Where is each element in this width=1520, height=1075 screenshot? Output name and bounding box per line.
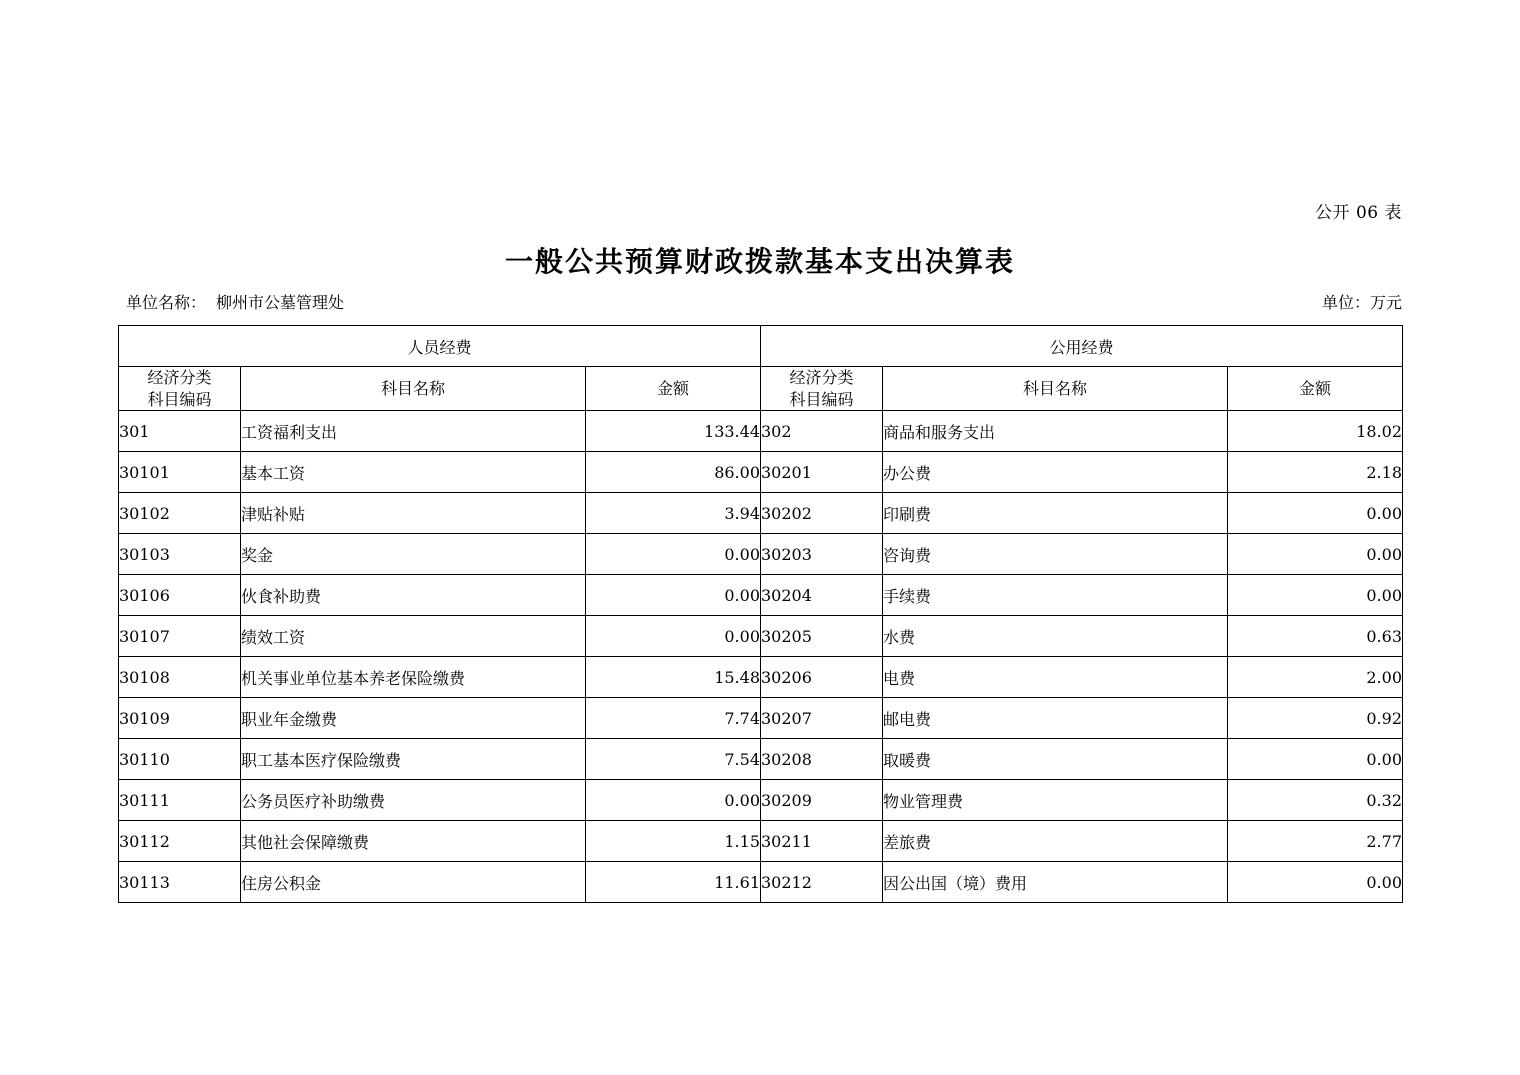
column-header-name-public: 科目名称 — [883, 367, 1228, 411]
table-row — [119, 698, 1403, 739]
cell-name-public: 办公费 — [883, 452, 1228, 493]
cell-amount-personnel: 133.44 — [586, 411, 761, 452]
cell-code-personnel: 30101 — [119, 452, 241, 493]
cell-code-public: 30211 — [761, 821, 883, 862]
cell-code-personnel: 301 — [119, 411, 241, 452]
table-row — [119, 862, 1403, 903]
cell-code-public: 30205 — [761, 616, 883, 657]
cell-amount-public: 0.63 — [1228, 616, 1403, 657]
cell-name-public: 商品和服务支出 — [883, 411, 1228, 452]
cell-code-personnel: 30108 — [119, 657, 241, 698]
cell-code-public: 30212 — [761, 862, 883, 903]
table-row — [119, 452, 1403, 493]
code-header-line1: 经济分类 — [147, 368, 212, 387]
cell-amount-personnel: 7.74 — [586, 698, 761, 739]
cell-code-personnel: 30102 — [119, 493, 241, 534]
cell-amount-public: 18.02 — [1228, 411, 1403, 452]
table-row — [119, 616, 1403, 657]
cell-amount-personnel: 0.00 — [586, 534, 761, 575]
cell-code-public: 30206 — [761, 657, 883, 698]
cell-amount-personnel: 11.61 — [586, 862, 761, 903]
cell-code-personnel: 30111 — [119, 780, 241, 821]
table-row — [119, 493, 1403, 534]
cell-name-public: 咨询费 — [883, 534, 1228, 575]
cell-code-personnel: 30107 — [119, 616, 241, 657]
cell-name-public: 电费 — [883, 657, 1228, 698]
cell-name-personnel: 津贴补贴 — [241, 493, 586, 534]
column-header-row — [119, 367, 1403, 411]
cell-amount-public: 0.32 — [1228, 780, 1403, 821]
cell-code-public: 30201 — [761, 452, 883, 493]
table-row — [119, 780, 1403, 821]
group-header-row — [119, 326, 1403, 367]
cell-name-public: 邮电费 — [883, 698, 1228, 739]
cell-code-public: 30207 — [761, 698, 883, 739]
column-header-amount-personnel: 金额 — [586, 367, 761, 411]
cell-name-personnel: 职工基本医疗保险缴费 — [241, 739, 586, 780]
column-header-name-personnel: 科目名称 — [241, 367, 586, 411]
cell-code-public: 302 — [761, 411, 883, 452]
cell-name-personnel: 公务员医疗补助缴费 — [241, 780, 586, 821]
table-row — [119, 575, 1403, 616]
cell-amount-personnel: 0.00 — [586, 616, 761, 657]
cell-amount-personnel: 0.00 — [586, 780, 761, 821]
cell-name-personnel: 伙食补助费 — [241, 575, 586, 616]
cell-code-personnel: 30103 — [119, 534, 241, 575]
form-code: 公开 06 表 — [1315, 203, 1402, 223]
cell-amount-public: 0.92 — [1228, 698, 1403, 739]
cell-amount-public: 0.00 — [1228, 493, 1403, 534]
budget-table — [118, 325, 1403, 903]
unit-measure: 单位：万元 — [1321, 293, 1402, 312]
meta-row — [126, 290, 1402, 314]
cell-name-public: 印刷费 — [883, 493, 1228, 534]
code-header-line1: 经济分类 — [789, 368, 854, 387]
cell-name-personnel: 其他社会保障缴费 — [241, 821, 586, 862]
cell-amount-public: 2.00 — [1228, 657, 1403, 698]
column-header-code-public — [761, 367, 883, 411]
table-row — [119, 411, 1403, 452]
cell-name-public: 因公出国（境）费用 — [883, 862, 1228, 903]
cell-code-public: 30202 — [761, 493, 883, 534]
cell-code-public: 30209 — [761, 780, 883, 821]
page-title: 一般公共预算财政拨款基本支出决算表 — [504, 245, 1015, 278]
column-header-code-personnel — [119, 367, 241, 411]
cell-amount-personnel: 7.54 — [586, 739, 761, 780]
cell-amount-personnel: 1.15 — [586, 821, 761, 862]
cell-amount-public: 2.18 — [1228, 452, 1403, 493]
cell-name-public: 差旅费 — [883, 821, 1228, 862]
cell-code-public: 30203 — [761, 534, 883, 575]
cell-name-personnel: 基本工资 — [241, 452, 586, 493]
cell-code-personnel: 30112 — [119, 821, 241, 862]
code-header-line2: 科目编码 — [147, 389, 212, 409]
cell-code-public: 30204 — [761, 575, 883, 616]
cell-amount-personnel: 3.94 — [586, 493, 761, 534]
cell-amount-personnel: 0.00 — [586, 575, 761, 616]
table-row — [119, 821, 1403, 862]
table-row — [119, 657, 1403, 698]
cell-code-personnel: 30106 — [119, 575, 241, 616]
cell-amount-personnel: 15.48 — [586, 657, 761, 698]
cell-amount-public: 0.00 — [1228, 575, 1403, 616]
cell-amount-public: 0.00 — [1228, 862, 1403, 903]
cell-name-public: 手续费 — [883, 575, 1228, 616]
cell-amount-public: 0.00 — [1228, 534, 1403, 575]
group-header-personnel: 人员经费 — [119, 326, 761, 367]
table-row — [119, 534, 1403, 575]
column-header-amount-public: 金额 — [1228, 367, 1403, 411]
cell-name-personnel: 住房公积金 — [241, 862, 586, 903]
cell-name-personnel: 工资福利支出 — [241, 411, 586, 452]
table-body — [119, 411, 1403, 903]
cell-amount-public: 2.77 — [1228, 821, 1403, 862]
cell-name-personnel: 机关事业单位基本养老保险缴费 — [241, 657, 586, 698]
cell-name-personnel: 职业年金缴费 — [241, 698, 586, 739]
cell-code-public: 30208 — [761, 739, 883, 780]
cell-code-personnel: 30110 — [119, 739, 241, 780]
cell-name-personnel: 奖金 — [241, 534, 586, 575]
cell-amount-personnel: 86.00 — [586, 452, 761, 493]
cell-code-personnel: 30113 — [119, 862, 241, 903]
cell-name-public: 取暖费 — [883, 739, 1228, 780]
cell-name-personnel: 绩效工资 — [241, 616, 586, 657]
unit-name-label: 单位名称： — [126, 293, 207, 312]
cell-name-public: 水费 — [883, 616, 1228, 657]
cell-name-public: 物业管理费 — [883, 780, 1228, 821]
table-row — [119, 739, 1403, 780]
group-header-public: 公用经费 — [761, 326, 1403, 367]
unit-name-value: 柳州市公墓管理处 — [216, 293, 345, 312]
code-header-line2: 科目编码 — [789, 389, 854, 409]
cell-amount-public: 0.00 — [1228, 739, 1403, 780]
cell-code-personnel: 30109 — [119, 698, 241, 739]
unit-name — [126, 290, 344, 313]
